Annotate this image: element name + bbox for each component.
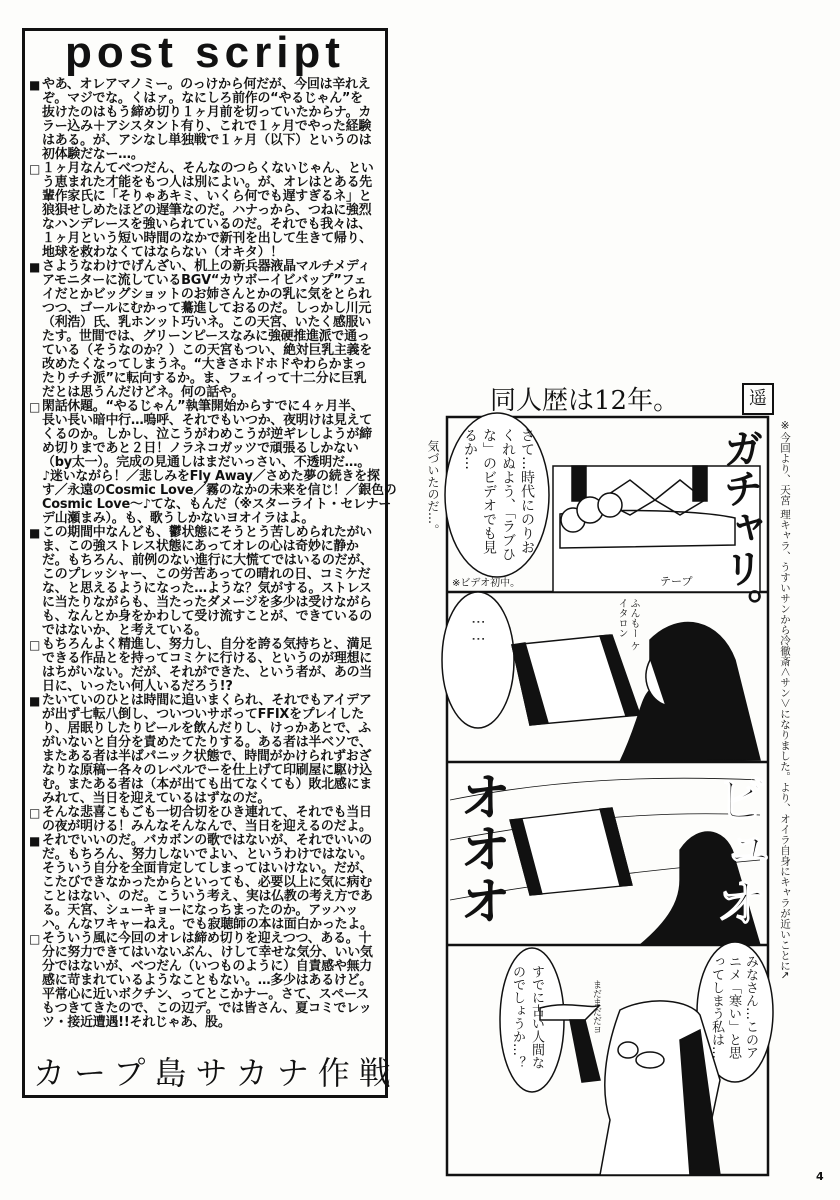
paragraph-line: ラー込み＋アシスタント有り、これで１ヶ月でやった経験 (42, 119, 372, 134)
postscript-title: post script (65, 28, 345, 77)
paragraph-line: の夜が明ける！みんなそんなんで、当日を迎えるのだよ。 (42, 819, 372, 834)
circle-signature: カープ島サカナ作戦 (33, 1054, 400, 1092)
paragraph-line: 感に苛まれているようなこともない。…多少はあるけど。 (42, 973, 372, 988)
paragraph-line: なりな原稿ー各々のレベルでーを仕上げて印刷屋に駆け込 (42, 763, 372, 778)
filled-square-bullet-icon: ■ (29, 694, 41, 708)
paragraph-line: たいていのひとは時間に追いまくられ、それでもアイデア (42, 693, 372, 708)
paragraph-line: る。天宮、シューキョーになっちまったのか。アッハッ (42, 903, 359, 918)
hollow-square-bullet-icon: □ (29, 638, 41, 652)
panel3-sfx-left: オオオ (450, 770, 510, 926)
paragraph-line: 平常心に近いボクチン、ってとこかナー。さて、スペース (42, 987, 369, 1002)
paragraph-line: たりチチ派”に転向するか。ま、フェイって十二分に巨乳 (42, 371, 367, 386)
paragraph-line: （利浩）氏、乳ホンット巧いネ。この天宮、いたく感服い (42, 315, 371, 330)
panel4-speech-right: みなさん…このアニメ「寒い」と思ってしまう私は… (709, 955, 758, 1059)
paragraph-line: アモニターに流しているBGV“カウボーイビバップ”フェ (42, 273, 367, 288)
paragraph-line: り、居眠りしたりビールを飲んだりし、けっかあとで、ふ (42, 721, 371, 736)
paragraph-line: 抜けたのはもう締め切り１ヶ月前を切っていたからナ。カ (42, 105, 372, 120)
paragraph-line: こたびできなかったからといっても、必要以上に気に病む (42, 875, 372, 890)
paragraph-line: ツ・接近遭遇!!それじゃあ、股。 (42, 1015, 231, 1030)
hollow-square-bullet-icon: □ (29, 806, 41, 820)
panel3-sfx-right: ビュオ (706, 772, 766, 928)
paragraph-line: ことはない、のだ。こういう考え、実は仏教の考え方であ (42, 889, 373, 904)
panel4-aside: まだまだだヨ (591, 980, 601, 1034)
paragraph-line: だ。もちろん、努力しないでよい、というわけではない。 (42, 847, 373, 862)
paragraph-line: そういう風に今回のオレは締め切りを迎えつつ、ある。十 (42, 931, 372, 946)
paragraph-line: め切りまであと２日！ノラネコガッツで頑張るしかない (42, 441, 359, 456)
paragraph-line: 分に努力できてはいないぶん、けして幸せな気分、いい気 (42, 945, 373, 960)
comic-title: 同人歴は12年。 (490, 386, 680, 416)
paragraph-line: ている（そうなのか？）この天宮もつい、絶対巨乳主義を (42, 343, 372, 358)
paragraph-line: ハ。んなワキャーねえ。でも寂聴師の本は面白かったよ。 (42, 917, 373, 932)
paragraph-line: 閑話休題。“やるじゃん”執筆開始からすでに４ヶ月半、 (42, 399, 364, 414)
filled-square-bullet-icon: ■ (29, 78, 41, 92)
paragraph-line: う恵まれた才能をもつ人は別によい。が、オレはとある先 (42, 175, 372, 190)
panel2-murmur: ふんもー ケイタロン (616, 598, 639, 652)
paragraph-line: １ヶ月なんてべつだん、そんなのつらくないじゃん、とい (42, 161, 374, 176)
paragraph-line: 分ではないが、べつだん（いつものように）自責感や無力 (42, 959, 372, 974)
panel1-side-note: 気づいたのだ…。 (426, 440, 440, 536)
margin-note: ※今回より、天宮 理キャラ、うすいサンから冷徹斎＜サン＞になりました。より、オイラ自身にキャラが近いことに↖ (779, 420, 791, 980)
paragraph-line: がいないと自分を責めたてたりする。ある者は半ベソで、 (42, 735, 372, 750)
paragraph-line: またある者は半ばパニック状態で、時間がかけられずおざ (42, 749, 372, 764)
paragraph-line: 狼狽せしめたほどの遅筆なのだ。ハナっから、つねに強烈 (42, 203, 372, 218)
hollow-square-bullet-icon: □ (29, 400, 41, 414)
paragraph-line: （by太一）。完成の見通しはまだいっさい、不透明だ…。 (42, 455, 371, 470)
page-number: 4 (816, 1170, 824, 1183)
paragraph-line: 日に、いったい何人いるだろう!? (42, 679, 233, 694)
paragraph-line: もちろんよく精進し、努力し、自分を誇る気持ちと、満足 (42, 637, 372, 652)
paragraph-line: たす。世間では、グリーンピースなみに強硬推進派で通っ (42, 329, 370, 344)
paragraph-line: それでいいのだ。バカボンの歌ではないが、それでいいの (42, 833, 372, 848)
panel1-caption: ※ビデオ初中。 (452, 578, 521, 589)
paragraph-line: １ヶ月という短い時間のなかで新刊を出して生きて帰り、 (42, 231, 372, 246)
paragraph-line: 改めたくなってしまうネ。“大きさホドホドやわらかまっ (42, 357, 367, 372)
tape-label: テープ (660, 575, 693, 588)
paragraph-line: さようなわけでげんざい、机上の新兵器液晶マルチメディ (42, 259, 371, 274)
paragraph-line: そんな悲喜こもごも一切合切をひき連れて、それでも当日 (42, 805, 372, 820)
paragraph-line: つつ、ゴールにむかって驀進しておるのだ。しっかし川元 (42, 301, 372, 316)
hollow-square-bullet-icon: □ (29, 162, 41, 176)
paragraph-line: が出ず七転八倒し、ついついサボってFFⅨをプレイした (42, 707, 365, 722)
paragraph-line: ぞ。マジでな。くはァ。なにしろ前作の“やるじゃん”を (42, 91, 363, 106)
paragraph-line: やあ、オレアマノミー。のっけから何だが、今回は辛れえ (42, 77, 371, 92)
paragraph-line: はある。が、アシなし単独戦で１ヶ月（以下）というのは (42, 133, 372, 148)
panel2-speech: ⋮⋮ (470, 615, 486, 649)
filled-square-bullet-icon: ■ (29, 260, 41, 274)
paragraph-line: なハンデレースを強いられているのだ。それでも我々は、 (42, 217, 372, 232)
paragraph-line: このプレッシャー、この労苦あっての晴れの日、コミケだ (42, 567, 371, 582)
paragraph-line: ではないか、と考えている。 (42, 623, 207, 638)
paragraph-line: 輩作家氏に「そりゃあキミ、いくら何でも遅すぎるネ」と (42, 189, 372, 204)
paragraph-line: デ山瀬まみ）。も、歌うしかないヨオイラはよ。 (42, 511, 315, 526)
paragraph-line: 初体験だなー…。 (42, 147, 144, 162)
filled-square-bullet-icon: ■ (29, 834, 41, 848)
panel1-speech: さて…時代にのりおくれぬよう、「ラブひな」のビデオでも見るか… (462, 428, 535, 561)
paragraph-line: だとは思うんだけどネ。何の話や。 (42, 385, 245, 400)
paragraph-line: くるのか。しかし、泣こうがわめこうが逆ギレしようが締 (42, 427, 372, 442)
paragraph-line: ♪迷いながら！／悲しみをFly Away／さめた夢の続きを探 (42, 469, 380, 484)
paragraph-line: ま、この強ストレス状態にあってオレの心は奇妙に静か (42, 539, 359, 554)
paragraph-line: この期間中なんども、鬱状態にそうとう苦しめられたがい (42, 525, 372, 540)
paragraph-line: Cosmic Love～♪てな、もんだ（※スターライト・セレナー (42, 497, 392, 512)
panel2-art (442, 592, 760, 762)
paragraph-line: す／永遠のCosmic Love／霧のなかの未来を信じ！／銀色の (42, 483, 397, 498)
paragraph-line: はちがいない。だが、それができた、という者が、あの当 (42, 665, 372, 680)
hollow-square-bullet-icon: □ (29, 932, 41, 946)
filled-square-bullet-icon: ■ (29, 526, 41, 540)
paragraph-line: みれて、当日を迎えているはずなのだ。 (42, 791, 271, 806)
paragraph-line: 長い長い暗中行…嗚呼、それでもいつか、夜明けは見えて (42, 413, 372, 428)
paragraph-line: だ。もちろん、前例のない進行に大慌てではいるのだが、 (42, 553, 373, 568)
panel4-speech-left: すでに古い人間なのでしょうか…？ (510, 965, 544, 1069)
paragraph-line: できる作品とを持ってコミケに行ける、というのが理想に (42, 651, 372, 666)
paragraph-line: も、なんとか身をかわして受け流すことが、できているの (42, 609, 372, 624)
panel1-sfx: ガチャリ。 (717, 428, 763, 628)
paragraph-line: 地球を救わなくてはならない（オキタ）！ (42, 245, 283, 260)
paragraph-line: イだとかビッグショットのお姉さんとかの乳に気をとられ (42, 287, 372, 302)
paragraph-line: に当たりながらも、当たったダメージを多少は受けながら (42, 595, 372, 610)
paragraph-line: な、と思えるようになった…ような？気がする。ストレス (42, 581, 372, 596)
author-stamp: 遥 (742, 383, 774, 415)
paragraph-line: そういう自分を全面肯定してしまってはいけない。だが、 (42, 861, 372, 876)
paragraph-line: む。またある者は（本が出ても出てなくても）敗北感にま (42, 777, 372, 792)
paragraph-line: もつきてきたので、この辺デ。では皆さん、夏コミでレッ (42, 1001, 372, 1016)
